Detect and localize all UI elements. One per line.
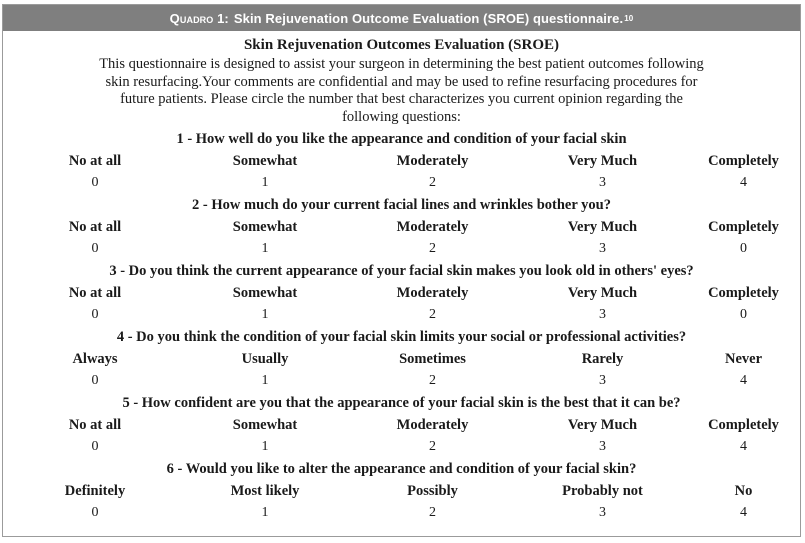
option-label: Probably not	[562, 483, 643, 499]
option-label: Very Much	[567, 153, 638, 169]
question-2: 2 - How much do your current facial lines and wrinkles bother you?	[192, 197, 611, 213]
questionnaire-intro: This questionnaire is designed to assist your surgeon in determining the best patient outcomes following skin resurfacing.Your comments are confidential and may be used to refine resurfacing procedures for future patients. Please circle the number that best characterizes you current opinion regarding the following questions:	[99, 56, 704, 125]
option-label: No at all	[68, 219, 122, 235]
question-2-options	[5, 216, 800, 238]
option-value[interactable]: 3	[599, 439, 606, 454]
option-value[interactable]: 0	[91, 307, 99, 322]
option-value[interactable]: 0	[91, 505, 99, 520]
option-value[interactable]: 1	[261, 439, 269, 454]
option-value[interactable]: 4	[740, 439, 747, 454]
option-label: Completely	[708, 219, 779, 235]
option-value[interactable]: 4	[740, 373, 747, 388]
option-value[interactable]: 0	[91, 439, 99, 454]
option-value[interactable]: 2	[429, 307, 436, 322]
option-value[interactable]: 3	[599, 175, 606, 190]
option-label: Completely	[708, 417, 779, 433]
question-5-options	[5, 414, 800, 436]
option-label: No at all	[68, 285, 122, 301]
question-1-options	[5, 150, 800, 172]
option-label: Usually	[241, 351, 289, 367]
option-value[interactable]: 2	[429, 241, 436, 256]
option-label: Very Much	[567, 417, 638, 433]
question-3-options	[5, 282, 800, 304]
option-label: Somewhat	[232, 219, 298, 235]
option-value[interactable]: 3	[599, 307, 606, 322]
option-value[interactable]: 0	[91, 241, 99, 256]
option-value[interactable]: 4	[740, 505, 747, 520]
option-label: Very Much	[567, 219, 638, 235]
option-label: No	[734, 483, 753, 499]
option-label: Never	[724, 351, 763, 367]
question-3: 3 - Do you think the current appearance of your facial skin makes you look old in others' eyes?	[109, 263, 694, 279]
question-3-values	[5, 304, 800, 326]
option-value[interactable]: 4	[740, 175, 747, 190]
option-label: Moderately	[396, 153, 469, 169]
option-label: Somewhat	[232, 153, 298, 169]
question-6: 6 - Would you like to alter the appearance and condition of your facial skin?	[166, 461, 637, 477]
table-header	[3, 5, 800, 31]
question-list	[3, 128, 800, 524]
option-label: Moderately	[396, 285, 469, 301]
option-label: Possibly	[407, 483, 458, 499]
option-label: Moderately	[396, 417, 469, 433]
table-caption: Skin Rejuvenation Outcome Evaluation (SROE) questionnaire.	[233, 10, 624, 26]
option-label: Very Much	[567, 285, 638, 301]
option-label: Completely	[708, 285, 779, 301]
question-4: 4 - Do you think the condition of your facial skin limits your social or professional activities?	[116, 329, 687, 345]
option-value[interactable]: 3	[599, 505, 606, 520]
option-label: Sometimes	[399, 351, 466, 367]
option-value[interactable]: 0	[91, 373, 99, 388]
question-6-values	[5, 502, 800, 524]
questionnaire-table	[2, 4, 801, 537]
option-label: Somewhat	[232, 285, 298, 301]
option-value[interactable]: 2	[429, 175, 436, 190]
option-value[interactable]: 0	[740, 241, 747, 256]
question-4-values	[5, 370, 800, 392]
option-value[interactable]: 1	[261, 373, 269, 388]
question-4-options	[5, 348, 800, 370]
option-value[interactable]: 2	[429, 373, 436, 388]
option-value[interactable]: 2	[429, 439, 436, 454]
option-label: Rarely	[581, 351, 624, 367]
option-label: Definitely	[64, 483, 126, 499]
option-value[interactable]: 1	[261, 307, 269, 322]
option-label: Somewhat	[232, 417, 298, 433]
option-value[interactable]: 1	[261, 175, 269, 190]
option-label: No at all	[68, 417, 122, 433]
option-value[interactable]: 1	[261, 505, 269, 520]
question-5-values	[5, 436, 800, 458]
question-1-values	[5, 172, 800, 194]
reference-number: 10	[624, 13, 634, 23]
question-1: 1 - How well do you like the appearance and condition of your facial skin	[176, 131, 627, 147]
option-value[interactable]: 0	[740, 307, 747, 322]
option-value[interactable]: 2	[429, 505, 436, 520]
question-5: 5 - How confident are you that the appearance of your facial skin is the best that it can be?	[122, 395, 681, 411]
question-6-options	[5, 480, 800, 502]
option-label: Completely	[708, 153, 779, 169]
option-label: No at all	[68, 153, 122, 169]
option-value[interactable]: 3	[599, 241, 606, 256]
option-label: Moderately	[396, 219, 469, 235]
option-value[interactable]: 0	[91, 175, 99, 190]
table-label: Quadro 1:	[169, 10, 229, 26]
option-label: Most likely	[230, 483, 300, 499]
question-2-values	[5, 238, 800, 260]
option-value[interactable]: 1	[261, 241, 269, 256]
questionnaire-title: Skin Rejuvenation Outcomes Evaluation (SROE)	[243, 37, 560, 53]
option-value[interactable]: 3	[599, 373, 606, 388]
option-label: Always	[72, 351, 118, 367]
